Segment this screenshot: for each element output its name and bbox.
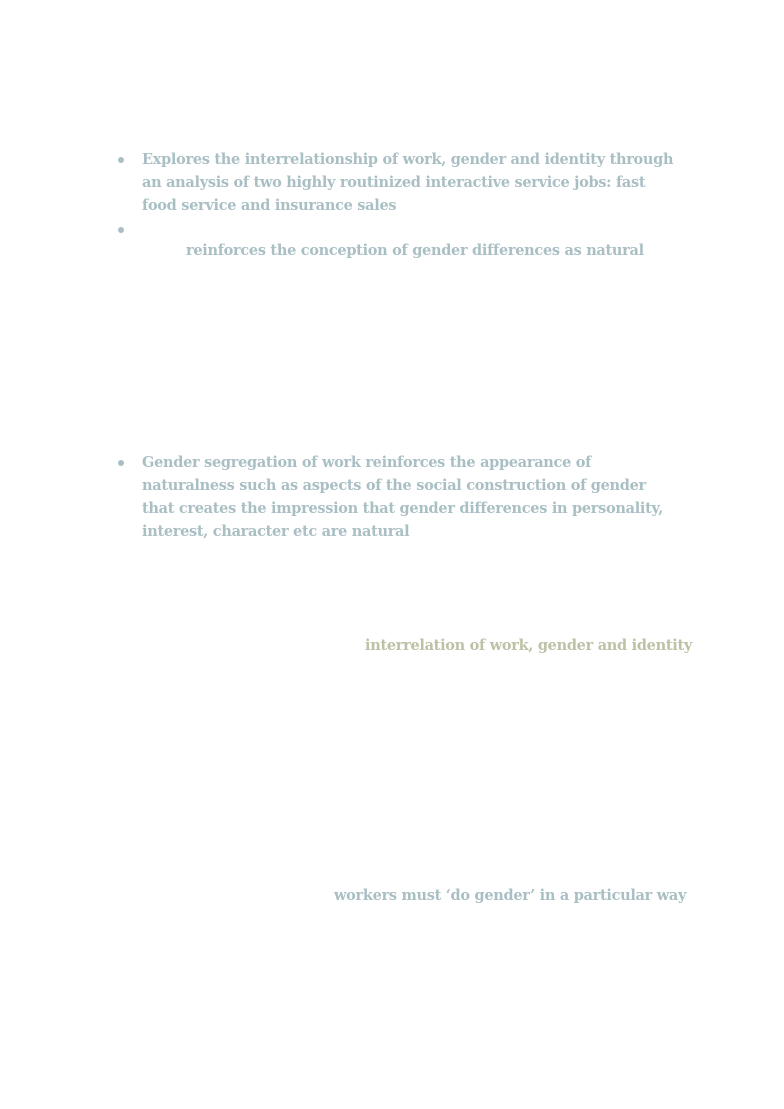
bullet-text: Explores the interrelationship of work, gender and identity through an analysis of two highly routinized interactive service jobs: fast food service and insurance sales <box>142 151 674 214</box>
bullet-item-1 <box>118 148 678 217</box>
interrelation-line: interrelation of work, gender and identity <box>365 637 692 654</box>
reinforces-line: reinforces the conception of gender differences as natural <box>186 242 644 259</box>
bullet-text: Gender segregation of work reinforces the appearance of naturalness such as aspects of the social construction of gender that creates the impression that gender differences in personality, interest, character etc are natural <box>142 454 664 540</box>
bullet-dot <box>118 227 124 233</box>
workers-line: workers must ‘do gender’ in a particular way <box>334 887 687 904</box>
bullet-item-3 <box>118 451 678 543</box>
bullet-dot <box>118 460 124 466</box>
bullet-dot <box>118 157 124 163</box>
